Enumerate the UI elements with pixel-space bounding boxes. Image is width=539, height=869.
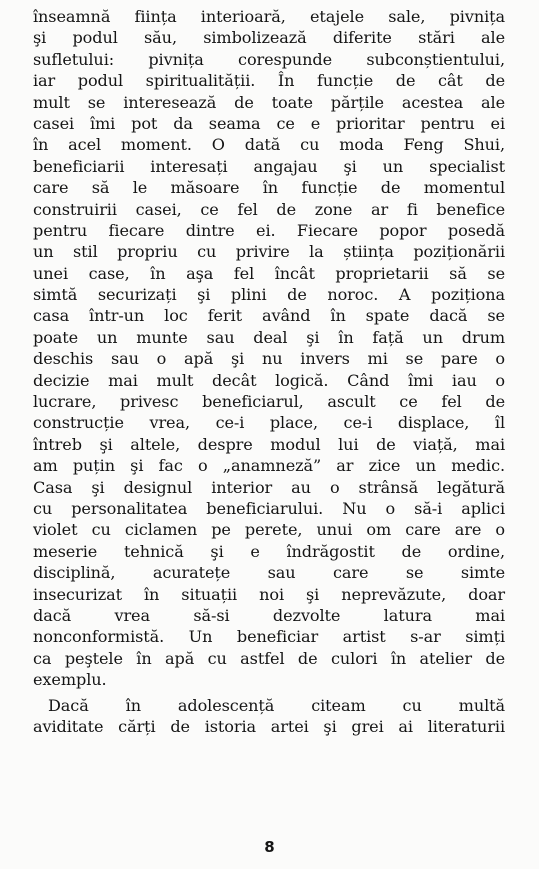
text-line: decizie mai mult decât logică. Când îmi iau o [33,370,505,390]
paragraph-2 [33,695,505,738]
text-line: lucrare, privesc beneficiarul, ascult ce fel de [33,392,505,412]
text-line: violet cu ciclamen pe perete, unui om care are o [33,520,505,540]
text-line: aviditate cărți de istoria artei şi grei ai literaturii [33,716,505,736]
page-number: 8 [264,838,275,856]
text-line: casa într-un loc ferit având în spate dacă se [33,306,505,326]
text-line: construirii casei, ce fel de zone ar fi benefice [33,199,505,219]
text-line: în acel moment. O dată cu moda Feng Shui, [33,135,505,155]
text-line: nonconformistă. Un beneficiar artist s-ar simți [33,627,505,647]
text-line: care să le măsoare în funcție de momentul [33,178,505,198]
text-line: poate un munte sau deal şi în față un drum [33,327,505,347]
text-line: mult se interesează de toate părțile acestea ale [33,92,505,112]
text-line: înseamnă ființa interioară, etajele sale, pivnița [33,7,505,26]
text-line: am puțin şi fac o „anamneză” ar zice un medic. [33,456,505,476]
text-line: iar podul spiritualității. În funcție de cât de [33,71,505,91]
text-line: beneficiarii interesați angajau şi un specialist [33,156,505,176]
text-line: şi podul său, simbolizează diferite stări ale [33,28,505,48]
text-line: insecurizat în situații noi şi neprevăzute, doar [33,584,505,604]
text-line: simtă securizați şi plini de noroc. A poziționa [33,285,505,305]
text-line: întreb şi altele, despre modul lui de viață, mai [33,434,505,454]
paragraph-1 [33,6,505,691]
text-line: ca peştele în apă cu astfel de culori în atelier de [33,648,505,668]
text-line: meserie tehnică şi e îndrăgostit de ordine, [33,541,505,561]
text-line: Casa şi designul interior au o strânsă legătură [33,477,505,497]
text-line: exemplu. [33,670,107,690]
text-line: casei îmi pot da seama ce e prioritar pentru ei [33,113,505,133]
text-line: sufletului: pivnița corespunde subconștientului, [33,49,505,69]
text-line: disciplină, acuratețe sau care se simte [33,563,505,583]
text-line: dacă vrea să-si dezvolte latura mai [33,605,505,625]
text-line: deschis sau o apă şi nu invers mi se pare o [33,349,505,369]
body-text [33,6,505,737]
text-line: un stil propriu cu privire la știința poziționării [33,242,505,262]
text-line: cu personalitatea beneficiarului. Nu o să-i aplici [33,498,505,518]
text-line: pentru fiecare dintre ei. Fiecare popor posedă [33,220,505,240]
text-line: Dacă în adolescență citeam cu multă [48,695,505,715]
text-line: construcție vrea, ce-i place, ce-i displace, îl [33,413,505,433]
text-line: unei case, în aşa fel încât proprietarii să se [33,263,505,283]
